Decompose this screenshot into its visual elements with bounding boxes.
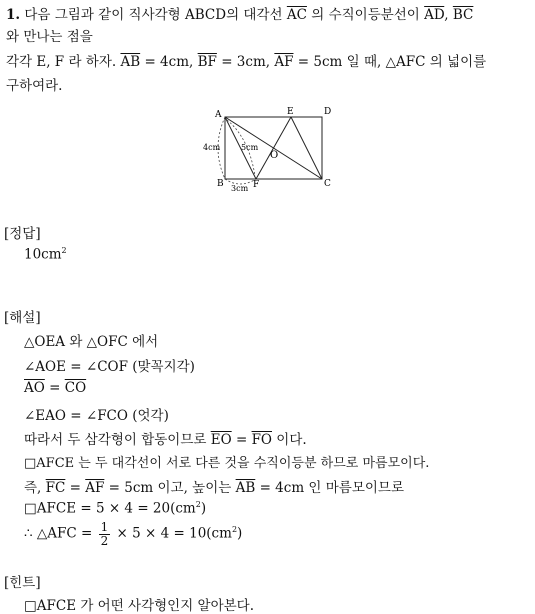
label-b: B [217,179,224,189]
label-d: D [324,107,332,117]
solution-line-9 [24,521,242,547]
answer-heading: [정답] [4,226,41,242]
problem-text: = 4cm, [144,54,194,70]
dim-label-af: 5cm [241,143,259,152]
problem-number: 1. [6,7,21,23]
solution-text: □AFCE = 5 × 4 = 20(cm [24,500,196,517]
equals-sign: = [69,480,81,496]
solution-text: 따라서 두 삼각형이 합동이므로 [24,432,207,448]
segment-fc: $\overline{FC}$ [45,480,66,496]
problem-text: 다음 그림과 같이 직사각형 ABCD의 대각선 [24,7,283,23]
rectangle-figure [195,102,340,192]
equals-sign: = [49,380,61,396]
solution-text: 즉, [24,480,42,496]
label-a: A [215,110,222,120]
problem-text: 각각 E, F 라 하자. [6,54,117,70]
segment-co: $\overline{CO}$ [64,380,87,396]
segment-ab: $\overline{AB}$ [235,480,256,496]
solution-line-2: ∠AOE = ∠COF (맞꼭지각) [24,359,195,375]
solution-line-4: ∠EAO = ∠FCO (엇각) [24,408,169,424]
segment-ec-line [291,117,322,179]
problem-line-2: 와 만나는 점을 [6,29,93,45]
segment-eo: $\overline{EO}$ [210,432,232,448]
solution-line-1: △OEA 와 △OFC 에서 [24,334,159,350]
solution-line-7 [24,476,404,496]
segment-ef-line [256,117,291,179]
solution-text: 이다. [276,432,307,448]
dim-label-ab: 4cm [203,143,221,152]
label-c: C [324,179,331,189]
segment-ac: $\overline{AC}$ [286,7,307,23]
problem-text: , [444,7,449,23]
answer-exponent: 2 [61,246,67,255]
label-e: E [287,107,294,117]
problem-text: 의 수직이등분선이 [311,7,420,23]
equals-sign: = [235,432,248,448]
solution-line-6: □AFCE 는 두 대각선이 서로 다른 것을 수직이등분 하므로 마름모이다. [24,456,430,471]
solution-heading: [해설] [4,310,41,326]
problem-text: = 5cm 일 때, △AFC 의 넓이를 [297,54,487,70]
segment-af: $\overline{AF}$ [274,54,294,70]
hint-text: □AFCE 가 어떤 사각형인지 알아본다. [24,598,255,614]
solution-line-3 [24,380,86,396]
fraction-numerator: 1 [100,520,109,534]
segment-bf: $\overline{BF}$ [197,54,217,70]
segment-fo: $\overline{FO}$ [251,432,272,448]
problem-line-3 [6,50,486,70]
exponent: 2 [195,500,201,509]
answer-value [24,246,67,263]
segment-af: $\overline{AF}$ [85,480,105,496]
solution-text: = 5cm 이고, 높이는 [108,480,232,496]
solution-text: ) [237,525,243,542]
segment-bc: $\overline{BC}$ [452,7,474,23]
problem-text: = 3cm, [221,54,271,70]
solution-line-8 [24,500,206,517]
solution-line-5 [24,428,307,448]
solution-text: ) [200,500,207,517]
fraction-half [99,521,111,547]
solution-text: = 4cm 인 마름모이므로 [259,480,405,496]
label-f: F [253,180,260,190]
solution-text: × 5 × 4 = 10(cm [116,525,232,542]
dim-label-bf: 3cm [231,184,249,192]
segment-ab: $\overline{AB}$ [120,54,141,70]
answer-text: 10cm [24,246,62,263]
hint-heading: [힌트] [4,575,41,591]
exponent: 2 [231,525,238,534]
segment-ad: $\overline{AD}$ [424,7,445,23]
fraction-denominator: 2 [100,534,109,548]
problem-line-4: 구하여라. [6,78,63,94]
problem-line-1 [6,3,473,23]
solution-text: ∴ △AFC = [24,525,93,542]
label-o: O [270,150,279,161]
segment-ao: $\overline{AO}$ [24,380,45,396]
